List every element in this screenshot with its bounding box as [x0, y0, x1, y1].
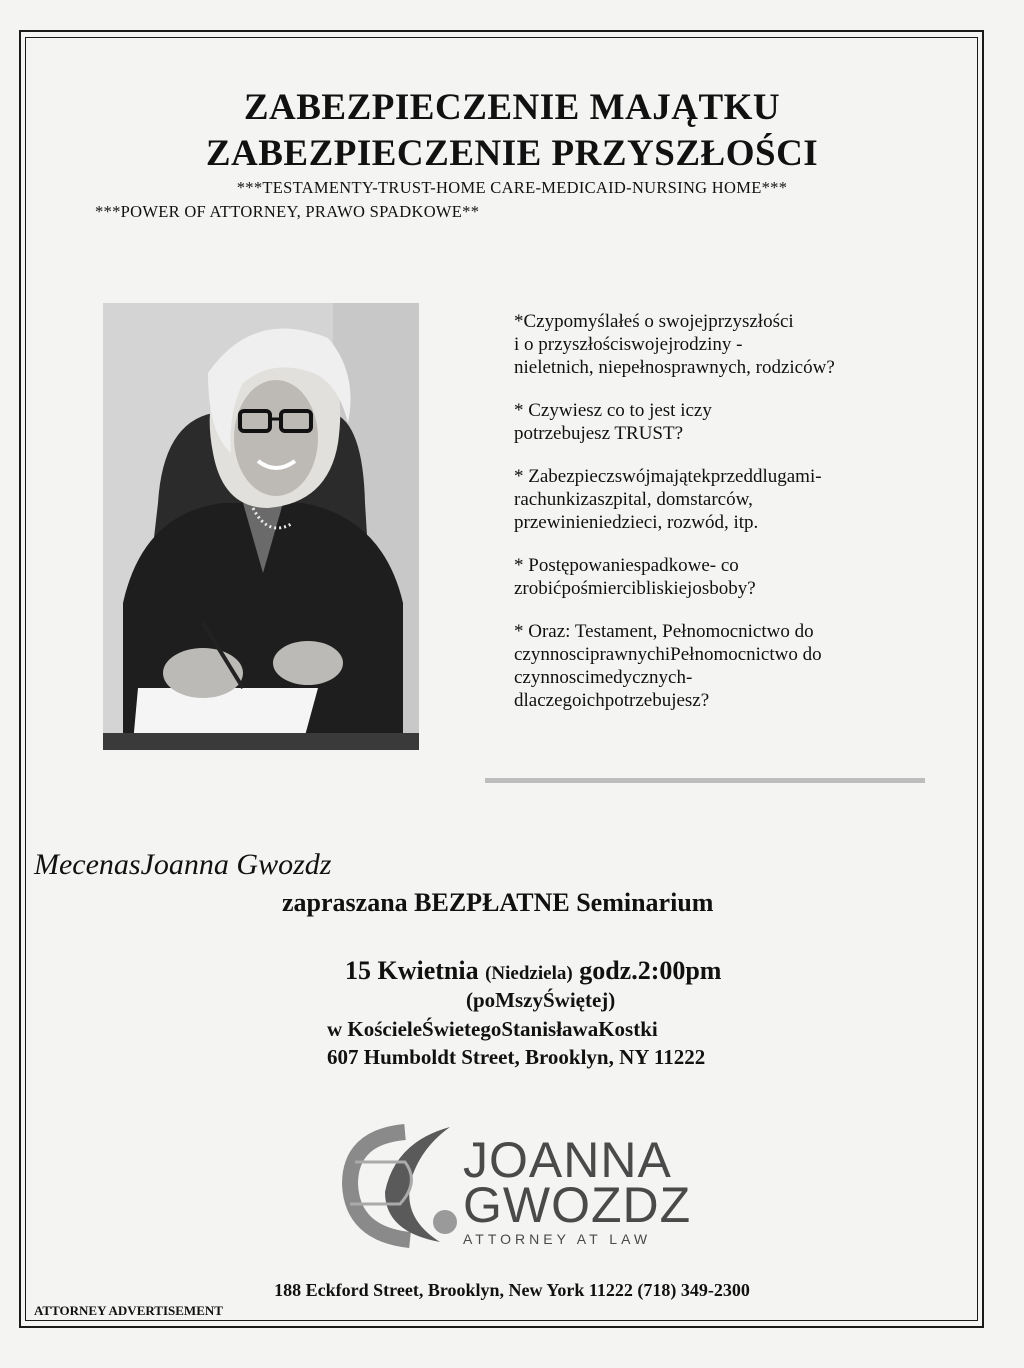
portrait-illustration	[103, 303, 419, 750]
question-future: *Czypomyślałeś o swojejprzyszłości i o przyszłościswojejrodziny - nieletnich, niepełnosprawnych, rodziców?	[514, 311, 835, 378]
logo-mark	[330, 1122, 710, 1250]
logo-name-line1: JOANNA	[463, 1132, 672, 1188]
question-documents: * Oraz: Testament, Pełnomocnictwo do czynnosciprawnychiPełnomocnictwo do czynnoscimedycznych- dlaczegoichpotrzebujesz?	[514, 621, 822, 711]
divider	[485, 778, 925, 783]
question-list	[514, 310, 914, 732]
subtitle-line-2: ***POWER OF ATTORNEY, PRAWO SPADKOWE**	[95, 202, 480, 221]
event-address: 607 Humboldt Street, Brooklyn, NY 11222	[327, 1045, 706, 1069]
event-date	[345, 956, 721, 986]
subtitle-line-1: ***TESTAMENTY-TRUST-HOME CARE-MEDICAID-NURSING HOME***	[236, 178, 788, 197]
date-main: 15 Kwietnia	[345, 956, 486, 985]
presenter-name: MecenasJoanna Gwozdz	[34, 848, 332, 881]
title-line-2: ZABEZPIECZENIE PRZYSZŁOŚCI	[205, 133, 819, 174]
date-day: (Niedziela)	[485, 963, 573, 984]
advertisement-label: ATTORNEY ADVERTISEMENT	[34, 1303, 223, 1318]
office-address: 188 Eckford Street, Brooklyn, New York 11222 (718) 349-2300	[274, 1280, 750, 1300]
attorney-portrait	[103, 303, 419, 750]
seminar-invitation: zapraszana BEZPŁATNE Seminarium	[282, 888, 714, 917]
logo-name-line2: GWOZDZ	[463, 1177, 692, 1233]
question-trust: * Czywiesz co to jest iczy potrzebujesz TRUST?	[514, 400, 712, 444]
title-line-1: ZABEZPIECZENIE MAJĄTKU	[243, 87, 781, 128]
logo-tagline: ATTORNEY AT LAW	[463, 1231, 652, 1247]
date-time: godz.2:00pm	[572, 956, 722, 985]
question-probate: * Postępowaniespadkowe- co zrobićpośmiercibliskiejosboby?	[514, 555, 756, 599]
event-location: w KościeleŚwietegoStanisławaKostki	[327, 1017, 658, 1041]
firm-logo	[330, 1122, 710, 1250]
question-assets: * Zabezpieczswójmajątekprzeddlugami- rachunkizaszpital, domstarców, przewinieniedzieci, rozwód, itp.	[514, 466, 822, 533]
after-mass-note: (poMszyŚwiętej)	[466, 988, 616, 1012]
